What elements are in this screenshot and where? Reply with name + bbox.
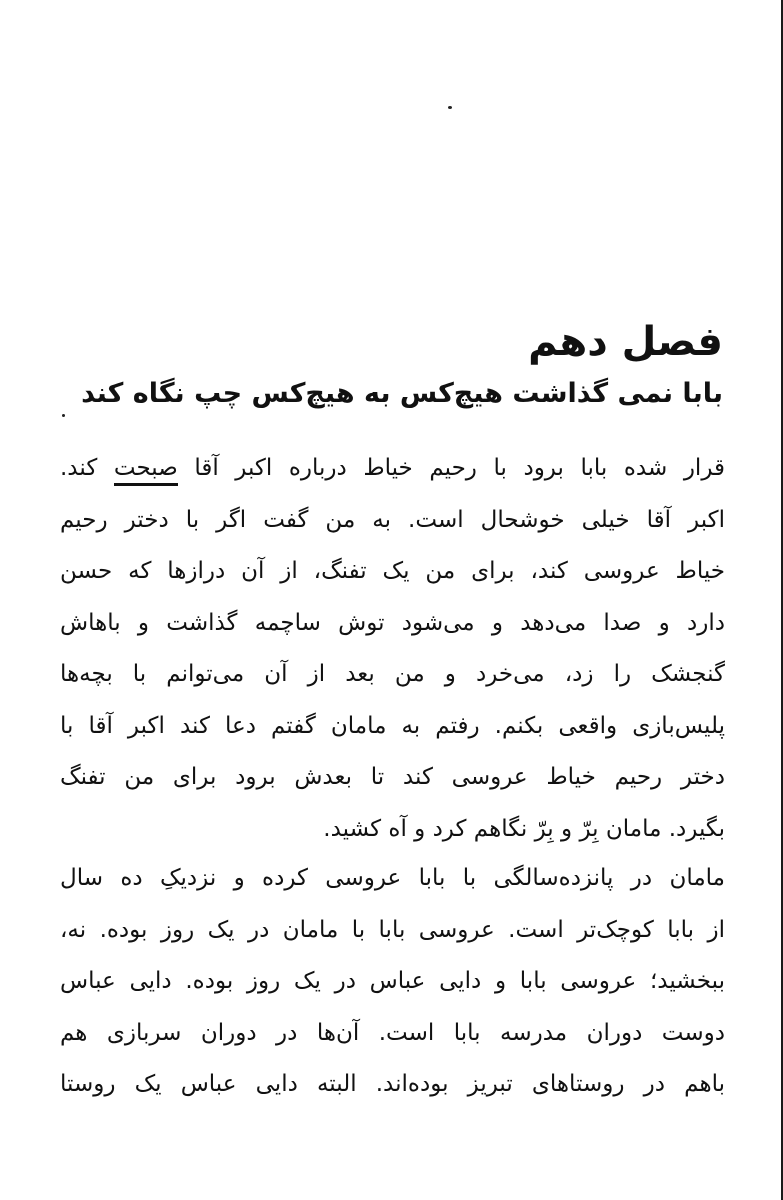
text-segment: قرار شده بابا برود با رحیم خیاط درباره اکبر آقا: [194, 455, 726, 481]
paragraph-1: [60, 443, 725, 855]
text-segment: کند.: [60, 455, 98, 481]
text-line: بگیرد. مامان بِرّ و بِرّ نگاهم کرد و آه کشید.: [323, 815, 725, 842]
text-line: پلیس‌بازی واقعی بکنم. رفتم به مامان گفتم دعا کند اکبر آقا با: [60, 712, 725, 739]
text-line: دوست دوران مدرسه بابا است. آن‌ها در دوران سربازی هم: [60, 1019, 725, 1046]
text-line: دختر رحیم خیاط عروسی کند تا بعدش برود برای من تفنگ: [60, 764, 725, 790]
text-line: ببخشید؛ عروسی بابا و دایی عباس در یک روز بوده. دایی عباس: [60, 968, 725, 994]
text-line: از بابا کوچک‌تر است. عروسی بابا با مامان در یک روز بوده. نه،: [60, 916, 725, 943]
ink-speck: [62, 414, 65, 417]
text-line: [60, 443, 725, 495]
paragraph-2: [60, 853, 725, 1111]
text-line: اکبر آقا خیلی خوشحال است. به من گفت اگر با دختر رحیم: [60, 506, 725, 533]
underlined-word: صبحت: [114, 455, 178, 486]
chapter-subtitle: بابا نمی گذاشت هیچ‌کس به هیچ‌کس چپ نگاه کند: [81, 378, 723, 409]
text-line: دارد و صدا می‌دهد و می‌شود توش ساچمه گذاشت و باهاش: [60, 609, 725, 636]
text-line: گنجشک را زد، می‌خرد و من بعد از آن می‌توانم با بچه‌ها: [60, 661, 725, 687]
ink-speck: [448, 106, 452, 109]
text-line: مامان در پانزده‌سالگی با بابا عروسی کرده و نزدیکِ ده سال: [60, 865, 725, 891]
text-line: باهم در روستاهای تبریز بوده‌اند. البته دایی عباس یک روستا: [60, 1071, 725, 1097]
text-line: خیاط عروسی کند، برای من یک تفنگ، از آن درازها که حسن: [60, 558, 725, 584]
chapter-title: فصل دهم: [528, 319, 723, 365]
